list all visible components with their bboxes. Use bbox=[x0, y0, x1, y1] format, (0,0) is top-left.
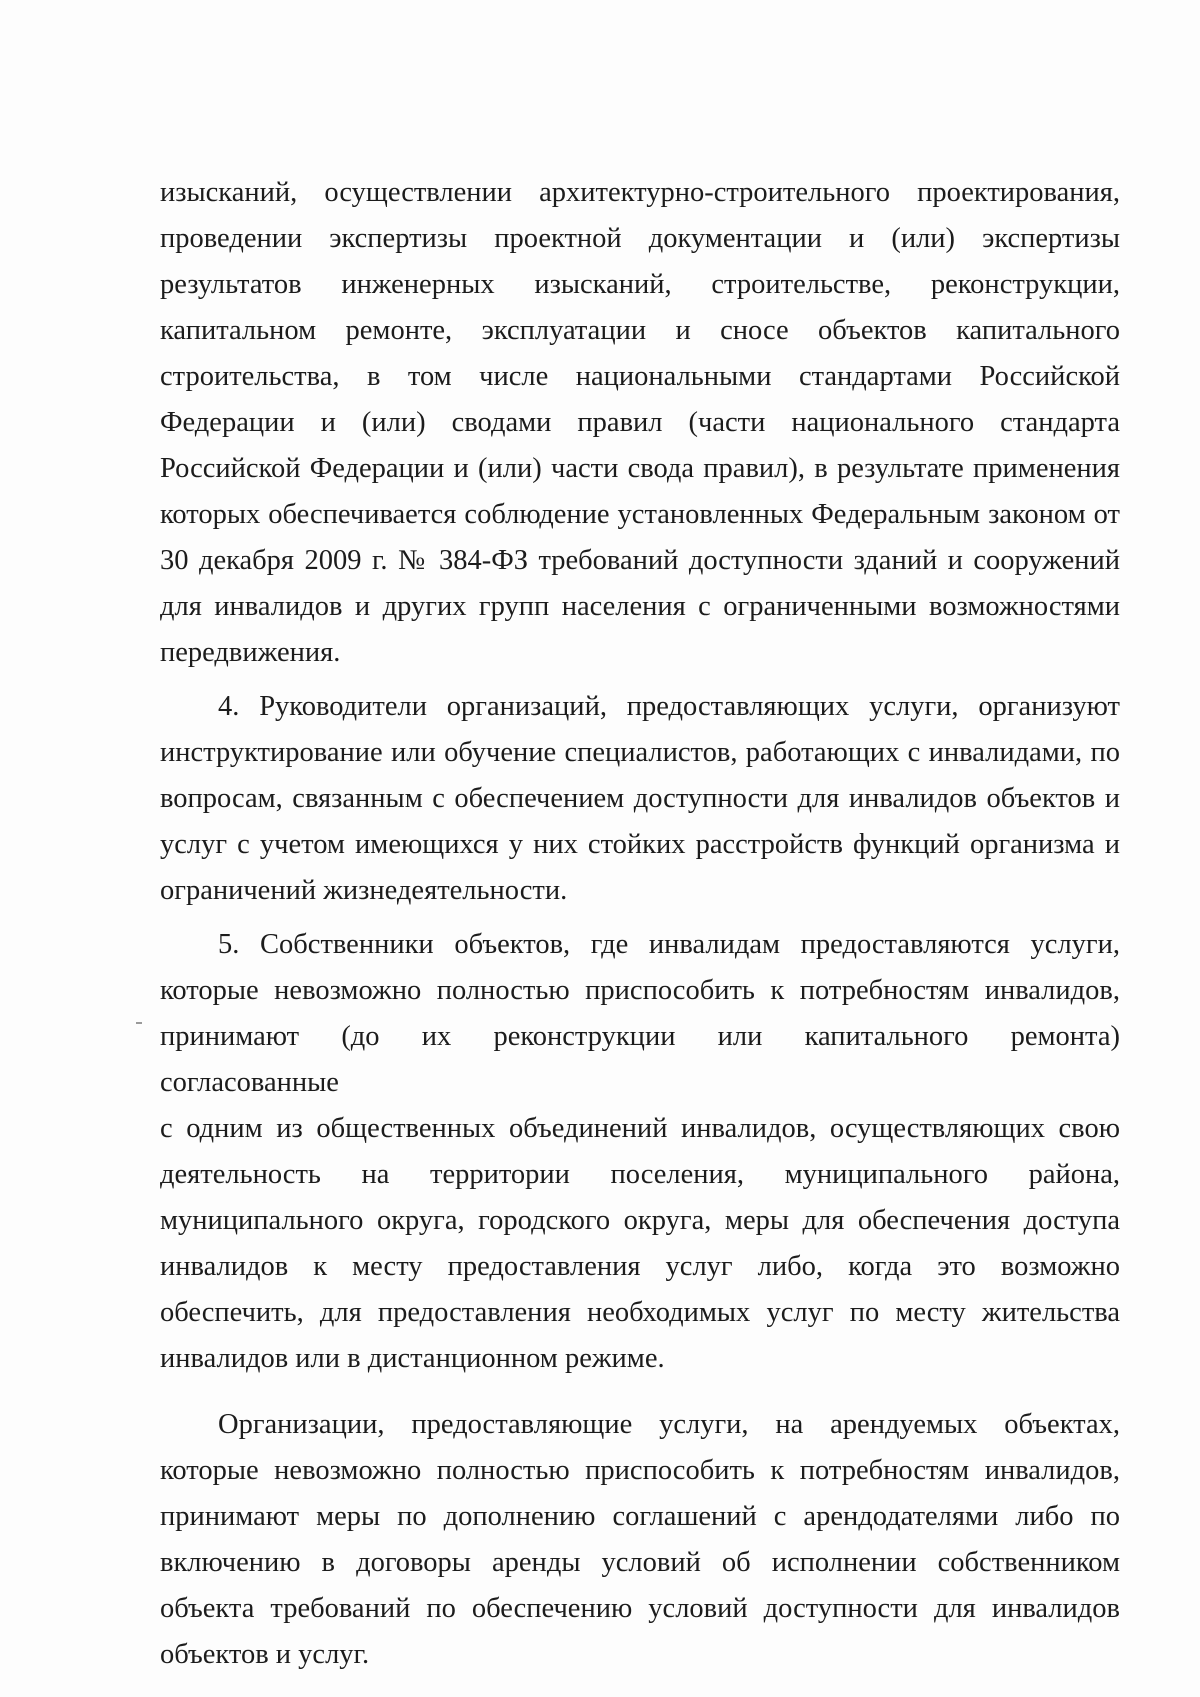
paragraph-item-4: 4. Руководители организаций, предоставляющих услуги, организуют инструктирование или обучение специалистов, работающих с инвалидами, по вопросам, связанным с обеспечением доступности для инвалидов объектов и услуг с учетом имеющихся у них стойких расстройств функций организма и ограничений жизнедеятельности. bbox=[160, 691, 1120, 906]
paragraph-item-5-part-1: 5. Собственники объектов, где инвалидам предоставляются услуги, которые невозможно полностью приспособить к потребностям инвалидов, принимают (до их реконструкции или капитального ремонта) bbox=[160, 929, 1120, 1052]
scan-margin-mark bbox=[136, 1022, 142, 1024]
document-body bbox=[160, 170, 1120, 1678]
paragraph-organizations: Организации, предоставляющие услуги, на арендуемых объектах, которые невозможно полностью приспособить к потребностям инвалидов, принимают меры по дополнению соглашений с арендодателями либо по включению в договоры аренды условий об исполнении собственником объекта требований по обеспечению условий доступности для инвалидов объектов и услуг. bbox=[160, 1409, 1120, 1670]
paragraph-continuation: изысканий, осуществлении архитектурно-строительного проектирования, проведении экспертизы проектной документации и (или) экспертизы результатов инженерных изысканий, строительстве, реконструкции, капитальном ремонте, эксплуатации и сносе объектов капитального строительства, в том числе национальными стандартами Российской Федерации и (или) сводами правил (части национального стандарта Российской Федерации и (или) части свода правил), в результате применения которых обеспечивается соблюдение установленных Федеральным законом от 30 декабря 2009 г. № 384-ФЗ требований доступности зданий и сооружений для инвалидов и других групп населения с ограниченными возможностями передвижения. bbox=[160, 177, 1120, 668]
paragraph-item-5-part-3: с одним из общественных объединений инвалидов, осуществляющих свою деятельность на территории поселения, муниципального района, муниципального округа, городского округа, меры для обеспечения доступа инвалидов к месту предоставления услуг либо, когда это возможно обеспечить, для предоставления необходимых услуг по месту жительства инвалидов или в дистанционном режиме. bbox=[160, 1113, 1120, 1374]
paragraph-item-5-part-2: согласованные bbox=[160, 1067, 339, 1098]
